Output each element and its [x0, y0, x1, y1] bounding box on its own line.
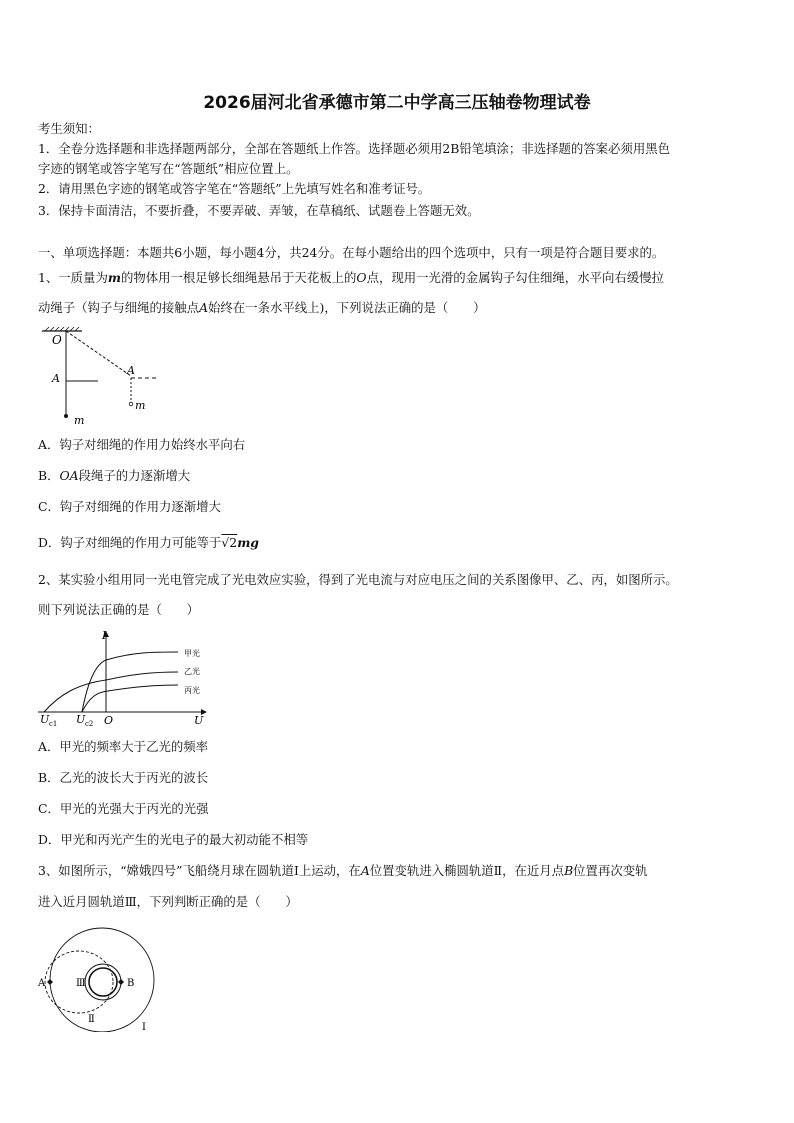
q2-fig-y-axis: I [102, 629, 107, 642]
q2-stem-line1: 2、某实验小组用同一光电管完成了光电效应实验，得到了光电流与对应电压之间的关系图像甲、乙、丙，如图所示。 [38, 572, 678, 587]
q2-option-a: A．甲光的频率大于乙光的频率 [38, 739, 209, 754]
q3-text-a: 3、如图所示，“嫦娥四号”飞船绕月球在圆轨道Ⅰ上运动，在 [38, 863, 361, 878]
section-heading: 一、单项选择题：本题共6小题，每小题4分，共24分。在每小题给出的四个选项中，只有一项是符合题目要求的。 [38, 245, 665, 260]
q1-option-a: A．钩子对细绳的作用力始终水平向右 [38, 437, 246, 452]
q2-fig-label-bing: 丙光 [184, 686, 200, 695]
q1-option-b-oa: OA [59, 468, 79, 483]
q1-fig-label-A2: A [127, 364, 135, 377]
q1-text-e: 始终在一条水平线上)，下列说法正确的是（ ） [208, 300, 486, 315]
q1-figure [38, 326, 168, 426]
q3-text-c: 位置再次变轨 [573, 863, 648, 878]
q1-var-m: m [107, 270, 121, 285]
q3-fig-label-II: Ⅱ [88, 1014, 95, 1025]
q1-option-d [38, 535, 259, 551]
q3-fig-label-I: Ⅰ [142, 1022, 146, 1032]
q1-option-c: C．钩子对细绳的作用力逐渐增大 [38, 499, 221, 514]
q2-option-b: B．乙光的波长大于丙光的波长 [38, 770, 209, 785]
q2-option-d: D．甲光和丙光产生的光电子的最大初动能不相等 [38, 832, 309, 847]
q1-fig-label-m1: m [74, 414, 85, 426]
q1-fig-label-m2: m [135, 399, 146, 412]
notice-item-2: 2．请用黑色字迹的钢笔或答字笔在“答题纸”上先填写姓名和准考证号。 [38, 181, 431, 196]
q1-option-b-text: 段绳子的力逐渐增大 [78, 468, 191, 483]
notice-heading: 考生须知： [38, 121, 100, 136]
q1-option-d-sqrt: √2 [221, 535, 238, 550]
q2-fig-label-jia: 甲光 [184, 649, 200, 658]
notice-item-1: 1．全卷分选择题和非选择题两部分，全部在答题纸上作答。选择题必须用2B铅笔填涂；非选择题的答案必须用黑色 [38, 141, 671, 156]
q3-stem-line1 [38, 863, 648, 879]
q1-option-b [38, 468, 190, 484]
q1-text-a: 1、一质量为 [38, 270, 108, 285]
q2-fig-x-axis: U [194, 714, 204, 727]
q3-stem-line2: 进入近月圆轨道Ⅲ，下列判断正确的是（ ） [38, 894, 298, 909]
q3-fig-label-B: B [127, 978, 135, 989]
q3-var-B: B [564, 863, 574, 878]
q1-stem-line2 [38, 300, 485, 316]
q2-fig-origin: O [104, 714, 114, 727]
q1-fig-label-A1: A [52, 372, 60, 385]
q1-var-A: A [199, 300, 209, 315]
q1-option-b-prefix: B． [38, 468, 60, 483]
q1-option-d-text: D．钩子对细绳的作用力可能等于 [38, 535, 222, 550]
q3-fig-label-A: A [38, 978, 46, 989]
q1-text-c: 点，现用一光滑的金属钩子勾住细绳，水平向右缓慢拉 [366, 270, 664, 285]
q2-fig-uc2-sub: c2 [85, 720, 94, 728]
q2-stem-line2: 则下列说法正确的是（ ） [38, 602, 200, 617]
q2-fig-uc1: U [40, 713, 50, 726]
q1-text-d: 动绳子（钩子与细绳的接触点 [38, 300, 200, 315]
page-title: 2026届河北省承德市第二中学高三压轴卷物理试卷 [203, 93, 591, 113]
q1-fig-label-O: O [52, 333, 62, 347]
q1-stem-line1 [38, 270, 664, 286]
q3-var-A: A [360, 863, 370, 878]
q2-option-c: C．甲光的光强大于丙光的光强 [38, 801, 209, 816]
notice-item-3: 3．保持卡面清洁，不要折叠，不要弄破、弄皱，在草稿纸、试题卷上答题无效。 [38, 203, 480, 218]
notice-item-1-cont: 字迹的钢笔或答字笔写在“答题纸”相应位置上。 [38, 161, 299, 176]
q1-var-O: O [356, 270, 367, 285]
q2-fig-label-yi: 乙光 [184, 667, 200, 676]
q2-fig-uc1-sub: c1 [49, 720, 58, 728]
q1-option-d-mg: mg [237, 535, 259, 550]
q3-text-b: 位置变轨进入椭圆轨道Ⅱ，在近月点 [369, 863, 565, 878]
q2-figure [38, 628, 213, 728]
q3-figure [36, 922, 166, 1032]
q1-text-b: 的物体用一根足够长细绳悬吊于天花板上的 [120, 270, 357, 285]
q3-fig-label-III: Ⅲ [76, 978, 86, 989]
q2-fig-uc2: U [76, 713, 86, 726]
